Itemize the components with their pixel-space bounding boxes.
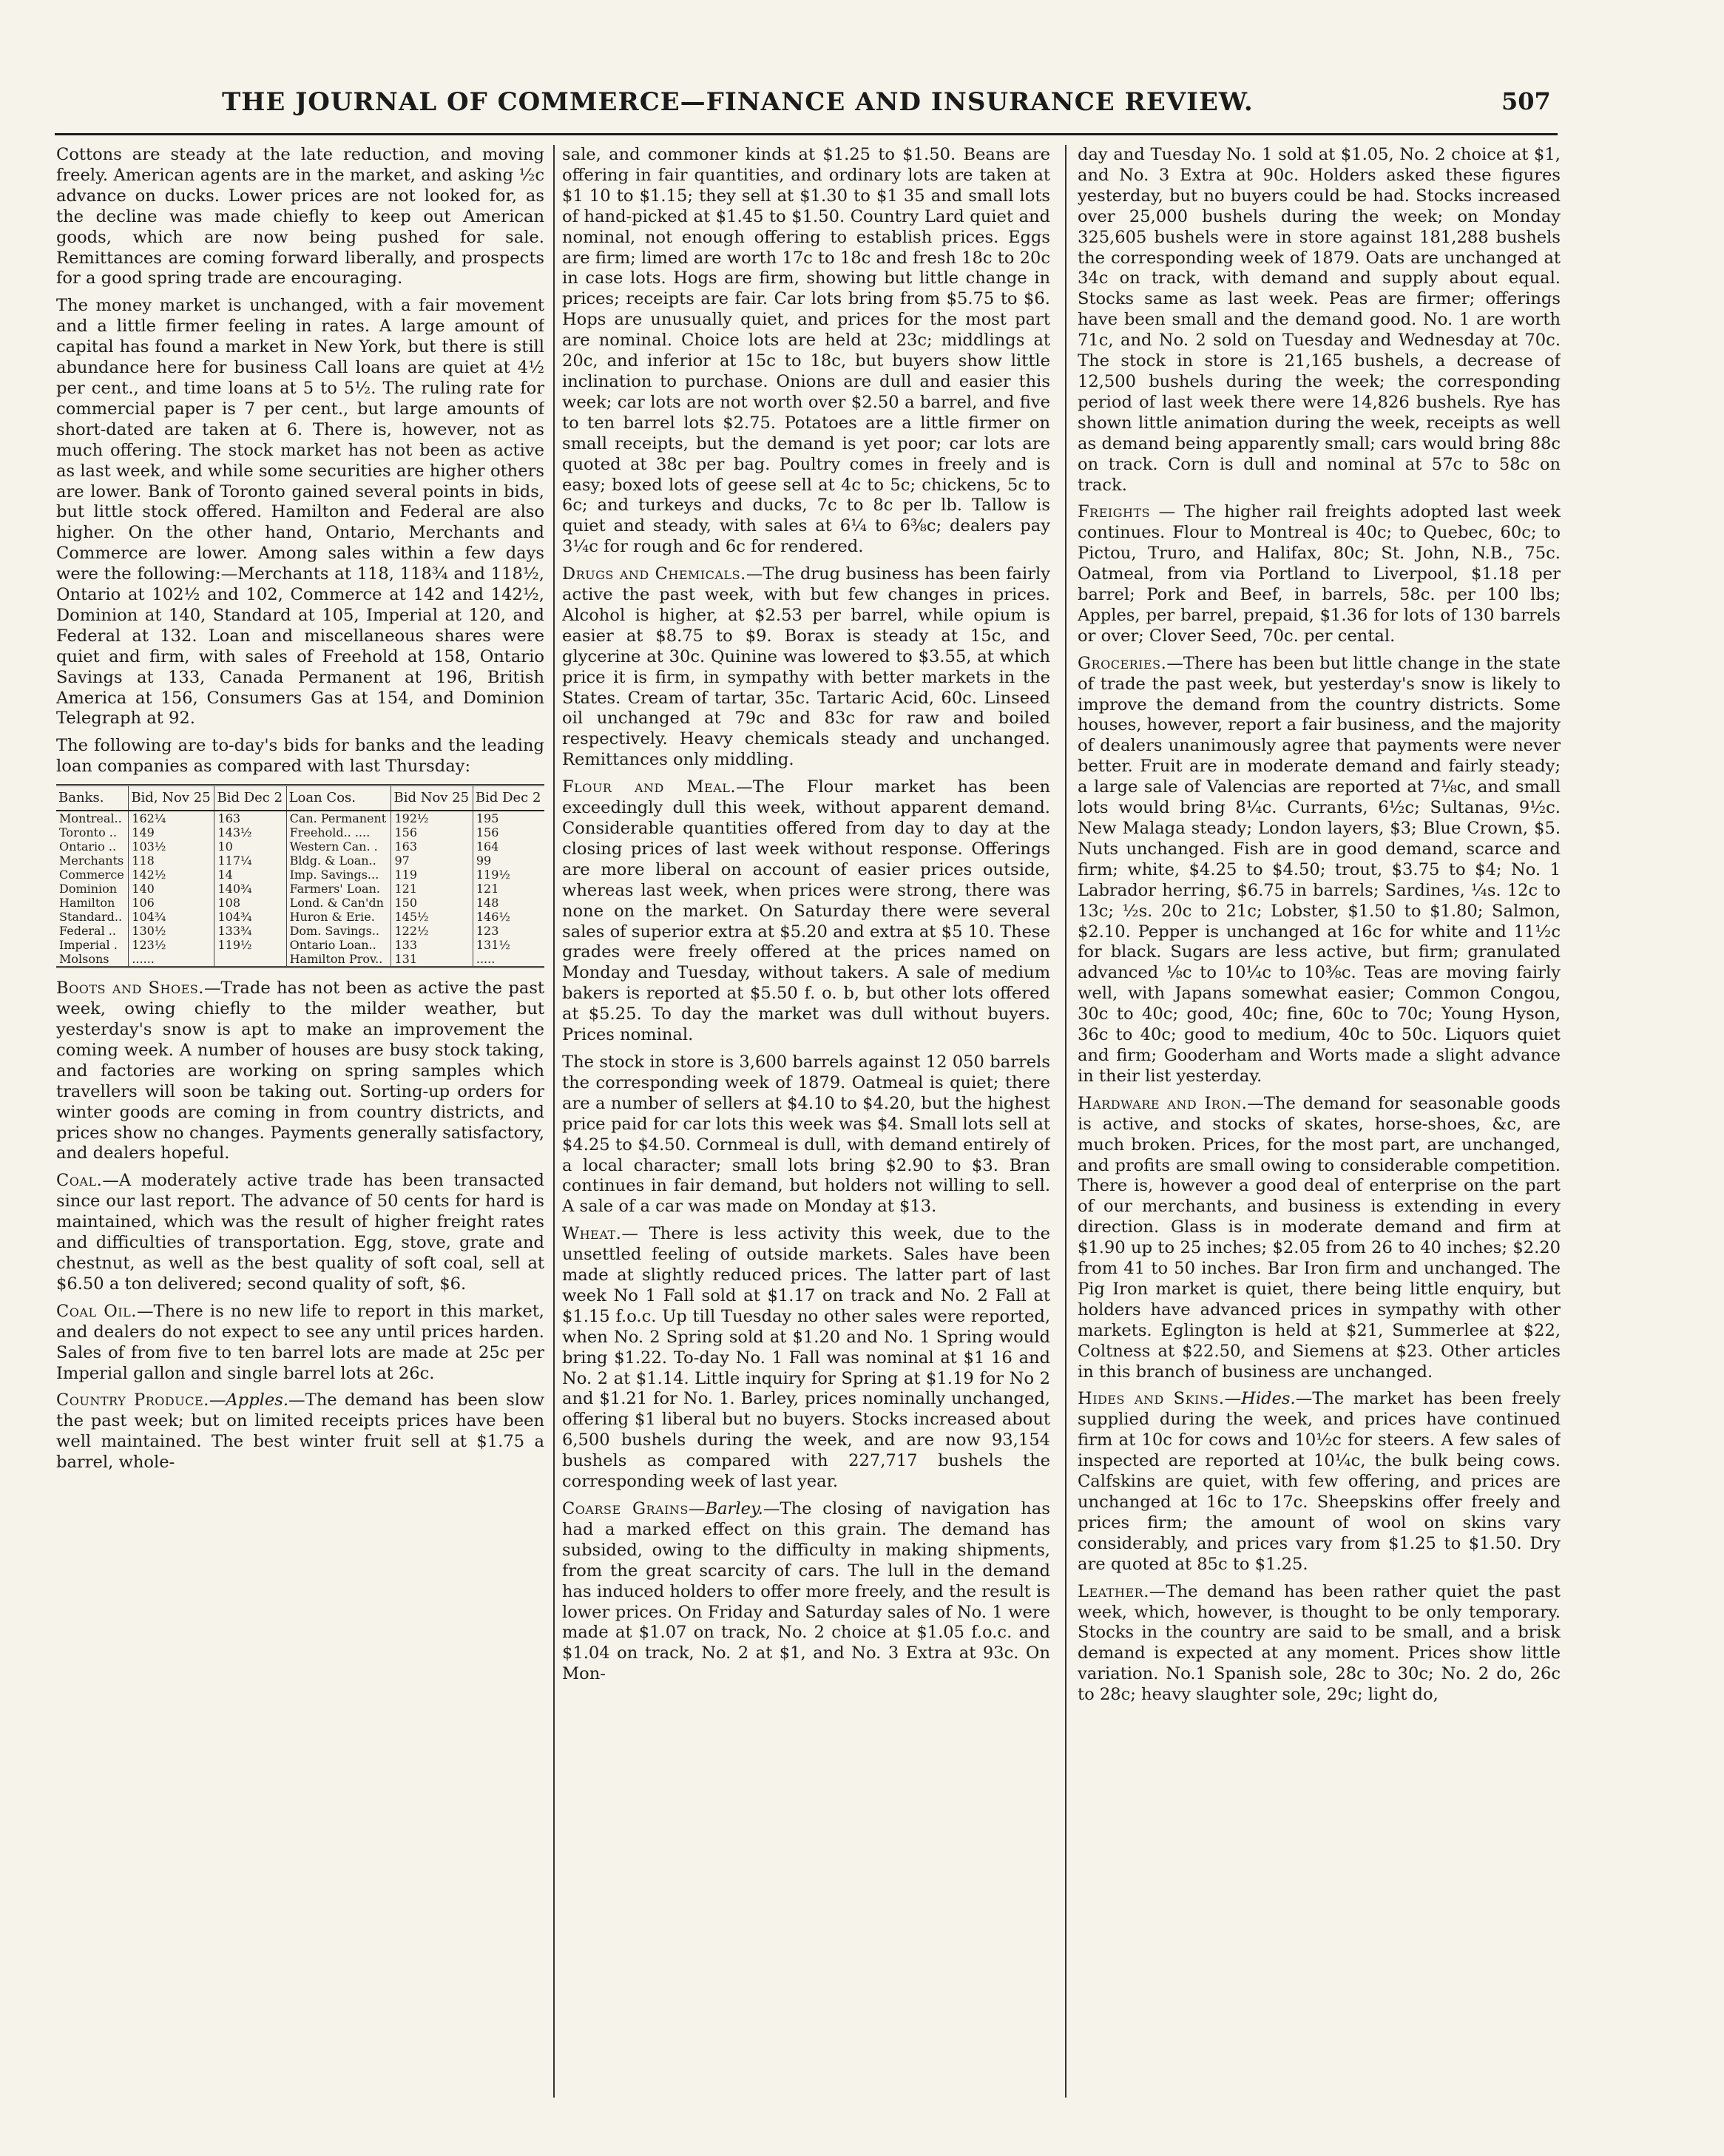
table-cell: 163 xyxy=(391,839,473,854)
header-rule xyxy=(55,133,1558,135)
table-cell: 133¾ xyxy=(214,924,286,938)
table-row xyxy=(56,868,544,882)
table-cell: Hamilton Prov.. xyxy=(286,952,391,967)
table-cell: Freehold.. .... xyxy=(286,825,391,839)
section-text: — The higher rail freights adopted last week continues. Flour to Montreal is 40c; to Quebec, 60c; to Pictou, Truro, and Halifax, 80c; St. John, N.B., 75c. Oatmeal, from via Portland to Liverpool, $1.18 per barrel; Pork and Beef, in barrels, 58c. per 100 lbs; Apples, per barrel, prepaid, $1.36 for lots of 130 barrels or over; Clover Seed, 70c. per cental. xyxy=(1078,502,1561,646)
paragraph-bids-intro: The following are to-day's bids for banks and the leading loan companies as compared with last Thursday: xyxy=(56,736,544,777)
column-1 xyxy=(56,145,544,2127)
table-cell: Montreal.. xyxy=(59,811,122,826)
section-coarse-grains xyxy=(562,1499,1050,1685)
table-cell: 148 xyxy=(473,896,544,910)
table-cell: ..... xyxy=(473,952,544,967)
table-cell: 164 xyxy=(473,839,544,854)
table-cell: Western Can. . xyxy=(286,839,391,854)
section-heading: Wheat. xyxy=(562,1224,622,1244)
section-country-produce xyxy=(56,1390,544,1473)
table-cell: 145½ xyxy=(391,910,473,924)
section-hardware xyxy=(1078,1094,1561,1383)
section-subheading: —Hides. xyxy=(1224,1389,1296,1409)
table-cell: ...... xyxy=(129,952,214,967)
section-heading: Coal Oil. xyxy=(56,1301,137,1321)
table-cell: 146½ xyxy=(473,910,544,924)
table-cell: 131 xyxy=(391,952,473,967)
table-cell: Imp. Savings... xyxy=(286,868,391,882)
section-subheading: —Barley. xyxy=(688,1499,763,1518)
section-text: —There has been but little change in the state of trade the past week, but yesterday's snow is likely to improve the demand from the country districts. Some houses, however, report a fair business, and the majority of dealers unanimously agree that payments were never better. Fruit are in moderate demand and fairly steady; a large sale of Valencias are reported at 7⅛c, and small lots would bring 8¼c. Currants, 6½c; Sultanas, 9½c. New Malaga steady; London layers, $3; Blue Crown, $5. Nuts unchanged. Fish are in good demand, scarce and firm; white, $4.25 to $4.50; trout, $3.75 to $4; No. 1 Labrador herring, $6.75 in barrels; Sardines, ¼s. 12c to 13c; ½s. 20c to 21c; Lobster, $1.50 to $1.80; Salmon, $2.10. Pepper is unchanged at 16c for white and 11½c for black. Sugars are less active, but firm; granulated advanced ⅛c to 10¼c to 10⅜c. Teas are moving fairly well, with Japans somewhat easier; Common Congou, 30c to 40c; good, 40c; fine, 60c to 70c; Young Hyson, 36c to 40c; good to medium, 40c to 50c. Liquors quiet and firm; Gooderham and Worts made a slight advance in their list yesterday. xyxy=(1078,653,1561,1086)
paragraph-produce-cont: sale, and commoner kinds at $1.25 to $1.50. Beans are offering in fair quantities, and ordinary lots are taken at $1 10 to $1.15; they sell at $1.30 to $1 35 and small lots of hand-picked at $1.45 to $1.50. Country Lard quiet and nominal, not enough offering to establish prices. Eggs are firm; limed are worth 17c to 18c and fresh 18c to 20c in case lots. Hogs are firm, showing but little change in prices; receipts are fair. Car lots bring from $5.75 to $6. Hops are unusually quiet, and prices for the most part are nominal. Choice lots are held at 23c; middlings at 20c, and inferior at 15c to 18c, but buyers show little inclination to purchase. Onions are dull and easier this week; car lots are not worth over $2.50 a barrel, and five to ten barrel lots $2.75. Potatoes are a little firmer on small receipts, but the demand is yet poor; car lots are quoted at 38c per bag. Poultry comes in freely and is easy; boxed lots of geese sell at 4c to 5c; chickens, 5c to 6c; and turkeys and ducks, 7c to 8c per lb. Tallow is quiet and steady, with sales at 6¼ to 6⅜c; dealers pay 3¼c for rough and 6c for rendered. xyxy=(562,145,1050,557)
section-text: —There is no new life to report in this market, and dealers do not expect to see any until prices harden. Sales of from five to ten barrel lots are made at 25c per Imperial gallon and single barrel lots at 26c. xyxy=(56,1301,544,1383)
section-heading: Groceries. xyxy=(1078,653,1167,673)
section-heading: Flour and Meal. xyxy=(562,777,737,797)
table-cell: 131½ xyxy=(473,938,544,952)
table-cell: Merchants xyxy=(59,854,124,868)
section-drugs xyxy=(562,564,1050,771)
paragraph-money-market: The money market is unchanged, with a fair movement and a little firmer feeling in rates. A large amount of capital has found a market in New York, but there is still abundance here for business Call loans are quiet at 4½ per cent., and time loans at 5 to 5½. The ruling rate for commercial paper is 7 per cent., but large amounts of short-dated are taken at 6. There is, however, not as much offering. The stock market has not been as active as last week, and while some securities are higher others are lower. Bank of Toronto gained several points in bids, but little stock offered. Hamilton and Federal are also higher. On the other hand, Ontario, Merchants and Commerce are lower. Among sales within a few days were the following:—Merchants at 118, 118¾ and 118½, Ontario at 102½ and 102, Commerce at 142 and 142½, Dominion at 140, Standard at 105, Imperial at 120, and Federal at 132. Loan and miscellaneous shares were quiet and firm, with sales of Freehold at 158, Ontario Savings at 133, Canada Permanent at 196, British America at 156, Consumers Gas at 154, and Dominion Telegraph at 92. xyxy=(56,296,544,729)
table-cell: 104¾ xyxy=(129,910,214,924)
section-text: —The market has been freely supplied during the week, and prices have continued firm at 10c for cows and 10½c for steers. A few sales of inspected are reported at 10¼c, the bulk being cows. Calfskins are quiet, with few offering, and prices are unchanged at 16c to 17c. Sheepskins offer freely and prices firm; the amount of wool on skins vary considerably, and prices vary from $1.25 to $1.50. Dry are quoted at 85c to $1.25. xyxy=(1078,1389,1561,1574)
table-row xyxy=(56,825,544,839)
table-cell: 119½ xyxy=(214,938,286,952)
table-cell: 142½ xyxy=(129,868,214,882)
paragraph-grains-cont: day and Tuesday No. 1 sold at $1.05, No. 2 choice at $1, and No. 3 Extra at 90c. Holders asked these figures yesterday, but no buyers could be had. Stocks increased over 25,000 bushels during the week; on Monday 325,605 bushels were in store against 181,288 bushels the corresponding week of 1879. Oats are unchanged at 34c on track, with demand and supply about equal. Stocks same as last week. Peas are firmer; offerings have been small and the demand good. No. 1 are worth 71c, and No. 2 sold on Tuesday and Wednesday at 70c. The stock in store is 21,165 bushels, a decrease of 12,500 bushels during the week; the corresponding period of last week there were 14,826 bushels. Rye has shown little animation during the week, receipts as well as demand being apparently small; cars would bring 88c on track. Corn is dull and nominal at 57c to 58c on track. xyxy=(1078,145,1561,495)
section-leather xyxy=(1078,1582,1561,1706)
table-cell: 192½ xyxy=(391,811,473,825)
table-cell xyxy=(214,952,286,967)
table-cell: Imperial . xyxy=(59,938,118,953)
table-cell: 130½ xyxy=(129,924,214,938)
table-cell: 121 xyxy=(391,882,473,896)
table-row xyxy=(56,854,544,868)
table-cell: 106 xyxy=(129,896,214,910)
table-cell: Can. Permanent xyxy=(286,811,391,825)
table-cell: 121 xyxy=(473,882,544,896)
table-cell: 104¾ xyxy=(214,910,286,924)
table-header-cell: Bid, Nov 25 xyxy=(129,785,214,811)
table-cell: 140 xyxy=(129,882,214,896)
section-freights xyxy=(1078,502,1561,646)
table-cell: Farmers' Loan. xyxy=(286,882,391,896)
section-hides xyxy=(1078,1389,1561,1575)
table-cell: 10 xyxy=(214,839,286,854)
table-row xyxy=(56,924,544,938)
table-cell: 140¾ xyxy=(214,882,286,896)
bank-bids-table xyxy=(56,784,544,968)
table-cell: Toronto .. xyxy=(59,825,117,840)
section-heading: Hardware and Iron. xyxy=(1078,1093,1248,1113)
section-heading: Drugs and Chemicals. xyxy=(562,564,746,584)
table-cell: 133 xyxy=(391,938,473,952)
table-cell: 117¼ xyxy=(214,854,286,868)
paragraph-flour-stock: The stock in store is 3,600 barrels against 12 050 barrels the corresponding week of 1879. Oatmeal is quiet; there are a number of sellers at $4.10 to $4.20, but the highest price paid for car lots this week was $4. Small lots sell at $4.25 to $4.50. Cornmeal is dull, with demand entirely of a local character; small lots bring $2.90 to $3. Bran continues in fair demand, but holders not willing to sell. A sale of a car was made on Monday at $13. xyxy=(562,1052,1050,1217)
section-heading: Leather. xyxy=(1078,1581,1149,1601)
table-cell: Ontario .. xyxy=(59,839,117,854)
table-cell: Commerce xyxy=(59,868,124,882)
section-boots-and-shoes xyxy=(56,979,544,1164)
section-coal xyxy=(56,1171,544,1294)
table-cell: Hamilton xyxy=(59,896,115,910)
section-text: —Trade has not been as active the past week, owing chiefly to the milder weather, but yesterday's snow is apt to make an improvement the coming week. A number of houses are busy stock taking, and factories are working on spring samples which travellers will soon be taking out. Sorting-up orders for winter goods are coming in from country districts, and prices show no changes. Payments generally satisfactory, and dealers hopeful. xyxy=(56,979,544,1163)
table-cell: 99 xyxy=(473,854,544,868)
section-heading: Freights xyxy=(1078,502,1151,522)
section-coal-oil xyxy=(56,1302,544,1385)
table-cell: Ontario Loan.. xyxy=(286,938,391,952)
table-cell: Molsons xyxy=(59,952,109,967)
section-text: —The closing of navigation has had a marked effect on this grain. The demand has subsided, owing to the difficulty in making shipments, from the great scarcity of cars. The lull in the demand has induced holders to offer more freely, and the result is lower prices. On Friday and Saturday sales of No. 1 were made at $1.07 on track, No. 2 choice at $1.05 f.o.c. and $1.04 on track, No. 2 at $1, and No. 3 Extra at 93c. On Mon- xyxy=(562,1499,1050,1684)
section-text: —The Flour market has been exceedingly dull this week, without apparent demand. Considerable quantities offered from day to day at the closing prices of last week without response. Offerings are more liberal on account of easier prices outside, whereas last week, when prices were strong, there was none on the market. On Saturday there were several sales of superior extra at $5.20 and extra at $5 10. These grades were freely offered at the prices named on Monday and Tuesday, without takers. A sale of medium bakers is reported at $5.50 f. o. b, but other lots offered at $5.25. To day the market was dull without buyers. Prices nominal. xyxy=(562,777,1050,1045)
table-cell: 123 xyxy=(473,924,544,938)
table-header-cell: Bid Dec 2 xyxy=(473,785,544,811)
table-cell: 149 xyxy=(129,825,214,839)
table-cell: 143½ xyxy=(214,825,286,839)
section-text: —The demand for seasonable goods is active, and stocks of skates, horse-shoes, &c, are much broken. Prices, for the most part, are unchanged, and profits are small owing to considerable competition. There is, however a good deal of enterprise on the part of our merchants, and business is extending in every direction. Glass is in moderate demand and firm at $1.90 up to 25 inches; $2.05 from 26 to 40 inches; $2.20 from 41 to 50 inches. Bar Iron firm and unchanged. The Pig Iron market is quiet, there being little enquiry, but holders have advanced prices in sympathy with other markets. Eglington is held at $21, Summerlee at $22, Coltness at $22.50, and Siemens at $23. Other articles in this branch of business are unchanged. xyxy=(1078,1093,1561,1382)
table-cell: 163 xyxy=(214,811,286,825)
column-divider xyxy=(553,145,555,2098)
table-cell: Federal .. xyxy=(59,924,116,939)
page-header xyxy=(0,87,1724,124)
table-row xyxy=(56,910,544,924)
table-row xyxy=(56,882,544,896)
table-cell: 119 xyxy=(391,868,473,882)
section-text: —The demand has been rather quiet the past week, which, however, is thought to be only temporary. Stocks in the country are said to be small, and a brisk demand is expected at any moment. Prices show little variation. No.1 Spanish sole, 28c to 30c; No. 2 do, 26c to 28c; heavy slaughter sole, 29c; light do, xyxy=(1078,1581,1561,1705)
table-cell: 156 xyxy=(391,825,473,839)
table-cell: 103½ xyxy=(129,839,214,854)
table-cell: 195 xyxy=(473,811,544,825)
section-text: —The demand has been slow the past week; but on limited receipts prices have been well maintained. The best winter fruit sell at $1.75 a barrel, whole- xyxy=(56,1390,544,1473)
table-cell: 123½ xyxy=(129,938,214,952)
table-cell: 150 xyxy=(391,896,473,910)
section-groceries xyxy=(1078,654,1561,1087)
table-cell: Dominion xyxy=(59,882,118,896)
section-text: —A moderately active trade has been transacted since our last report. The advance of 50 cents for hard is maintained, which was the result of higher freight rates and difficulties of transportation. Egg, stove, grate and chestnut, as well as the best quality of soft coal, sell at $6.50 a ton delivered; second quality of soft, $6. xyxy=(56,1171,544,1294)
column-divider xyxy=(1065,145,1066,2098)
table-cell: Huron & Erie. xyxy=(286,910,391,924)
table-cell: 97 xyxy=(391,854,473,868)
section-heading: Country Produce. xyxy=(56,1390,209,1410)
section-wheat xyxy=(562,1224,1050,1493)
page-number: 507 xyxy=(1501,87,1551,115)
table-cell: 118 xyxy=(129,854,214,868)
section-flour xyxy=(562,777,1050,1046)
section-heading: Coal. xyxy=(56,1171,103,1191)
paragraph-cottons: Cottons are steady at the late reduction, and moving freely. American agents are in the market, and asking ½c advance on ducks. Lower prices are not looked for, as the decline was made chiefly to keep out American goods, which are now being pushed for sale. Remittances are coming forward liberally, and prospects for a good spring trade are encouraging. xyxy=(56,145,544,288)
table-row xyxy=(56,896,544,910)
section-heading: Hides and Skins. xyxy=(1078,1389,1225,1409)
journal-title: THE JOURNAL OF COMMERCE—FINANCE AND INSURANCE REVIEW. xyxy=(222,87,1254,117)
table-cell: 162¼ xyxy=(129,811,214,825)
section-text: — There is less activity this week, due to the unsettled feeling of outside markets. Sales have been made at slightly reduced prices. The latter part of last week No 1 Fall sold at $1.17 on track and No. 2 Fall at $1.15 f.o.c. Up till Tuesday no other sales were reported, when No. 2 Spring sold at $1.20 and No. 1 Spring would bring $1.22. To-day No. 1 Fall was nominal at $1 16 and No. 2 at $1.14. Little inquiry for Spring at $1.19 for No 2 and $1.21 for No. 1. Barley, prices nominally unchanged, offering $1 liberal but no buyers. Stocks increased about 6,500 bushels during the week, and are now 93,154 bushels as compared with 227,717 bushels the corresponding week of last year. xyxy=(562,1224,1050,1492)
table-cell: 119½ xyxy=(473,868,544,882)
table-cell: Bldg. & Loan.. xyxy=(286,854,391,868)
section-subheading: —Apples. xyxy=(209,1390,289,1410)
table-row xyxy=(56,839,544,854)
table-row xyxy=(56,938,544,952)
section-heading: Coarse Grains xyxy=(562,1499,689,1518)
table-cell: 14 xyxy=(214,868,286,882)
table-cell: 122½ xyxy=(391,924,473,938)
table-cell: 108 xyxy=(214,896,286,910)
table-header-cell: Banks. xyxy=(56,785,129,811)
table-header-cell: Bid Nov 25 xyxy=(391,785,473,811)
table-row xyxy=(56,952,544,967)
column-3 xyxy=(1078,145,1561,2127)
table-cell: Standard.. xyxy=(59,910,123,925)
table-cell: Lond. & Can'dn xyxy=(286,896,391,910)
section-text: —The drug business has been fairly active the past week, with but few changes in prices. Alcohol is higher, at $2.53 per barrel, while opium is easier at $8.75 to $9. Borax is steady at 15c, and glycerine at 30c. Quinine was lowered to $3.55, at which price it is firm, in sympathy with better markets in the States. Cream of tartar, 35c. Tartaric Acid, 60c. Linseed oil unchanged at 79c and 83c for raw and boiled respectively. Heavy chemicals steady and unchanged. Remittances only middling. xyxy=(562,564,1050,770)
table-cell: Dom. Savings.. xyxy=(286,924,391,938)
table-row xyxy=(56,811,544,825)
column-2 xyxy=(562,145,1050,2127)
table-header-cell: Loan Cos. xyxy=(286,785,391,811)
table-header-cell: Bid Dec 2 xyxy=(214,785,286,811)
section-heading: Boots and Shoes. xyxy=(56,979,204,998)
table-cell: 156 xyxy=(473,825,544,839)
